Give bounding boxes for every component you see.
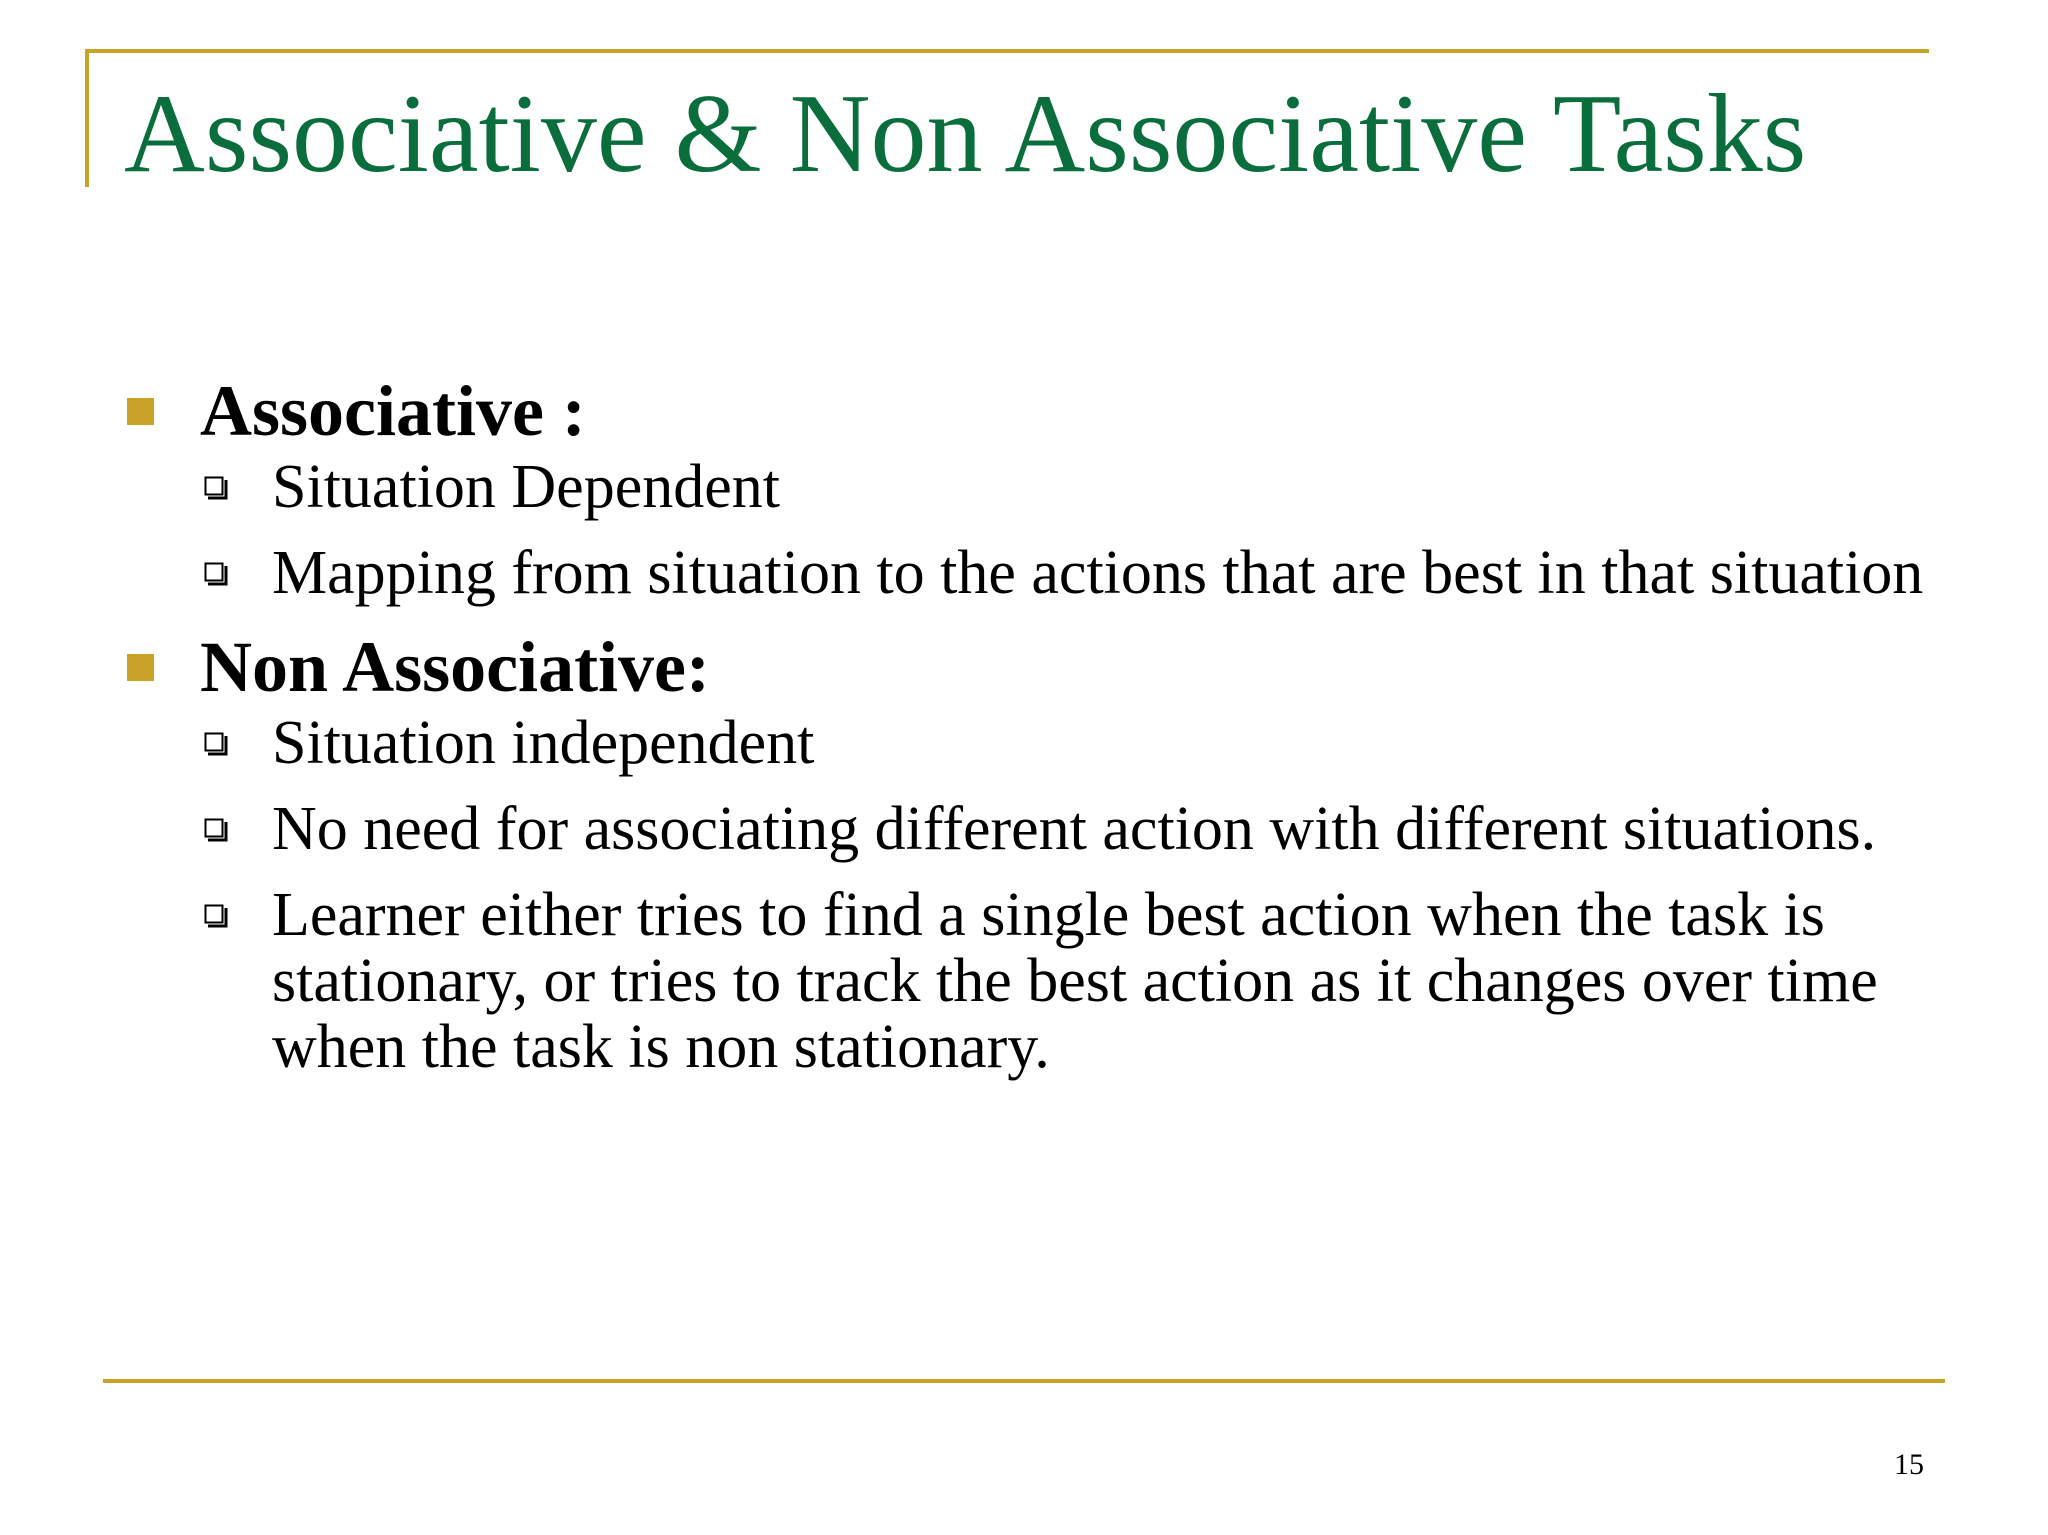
associative-item-list xyxy=(124,454,1924,606)
title-frame-left-rule xyxy=(85,49,89,187)
section-heading-text: Non Associative: xyxy=(200,627,710,707)
square-bullet-icon xyxy=(127,398,154,425)
list-item xyxy=(124,796,1924,862)
section-heading-associative xyxy=(124,370,1924,452)
square-bullet-icon xyxy=(127,654,154,681)
section-heading-non-associative xyxy=(124,626,1924,708)
slide-title: Associative & Non Associative Tasks xyxy=(124,72,1807,196)
list-item-text: Situation Dependent xyxy=(272,453,780,521)
page-number: 15 xyxy=(1894,1448,1924,1481)
list-item xyxy=(124,882,1924,1080)
hollow-box-bullet-icon xyxy=(204,904,228,928)
section-heading-text: Associative : xyxy=(200,371,586,451)
list-item-text: Mapping from situation to the actions that are best in that situation xyxy=(272,539,1924,607)
list-item xyxy=(124,454,1924,520)
list-item-text: Learner either tries to find a single best action when the task is stationary, or tries to track the best action as it changes over time when the task is non stationary. xyxy=(272,881,1878,1081)
hollow-box-bullet-icon xyxy=(204,562,228,586)
list-item-text: No need for associating different action with different situations. xyxy=(272,795,1877,863)
hollow-box-bullet-icon xyxy=(204,732,228,756)
list-item-text: Situation independent xyxy=(272,709,815,777)
non-associative-item-list xyxy=(124,710,1924,1080)
slide-content xyxy=(124,370,1924,1100)
title-frame-top-rule xyxy=(85,49,1929,53)
hollow-box-bullet-icon xyxy=(204,476,228,500)
list-item xyxy=(124,540,1924,606)
footer-rule xyxy=(103,1379,1945,1383)
list-item xyxy=(124,710,1924,776)
hollow-box-bullet-icon xyxy=(204,818,228,842)
